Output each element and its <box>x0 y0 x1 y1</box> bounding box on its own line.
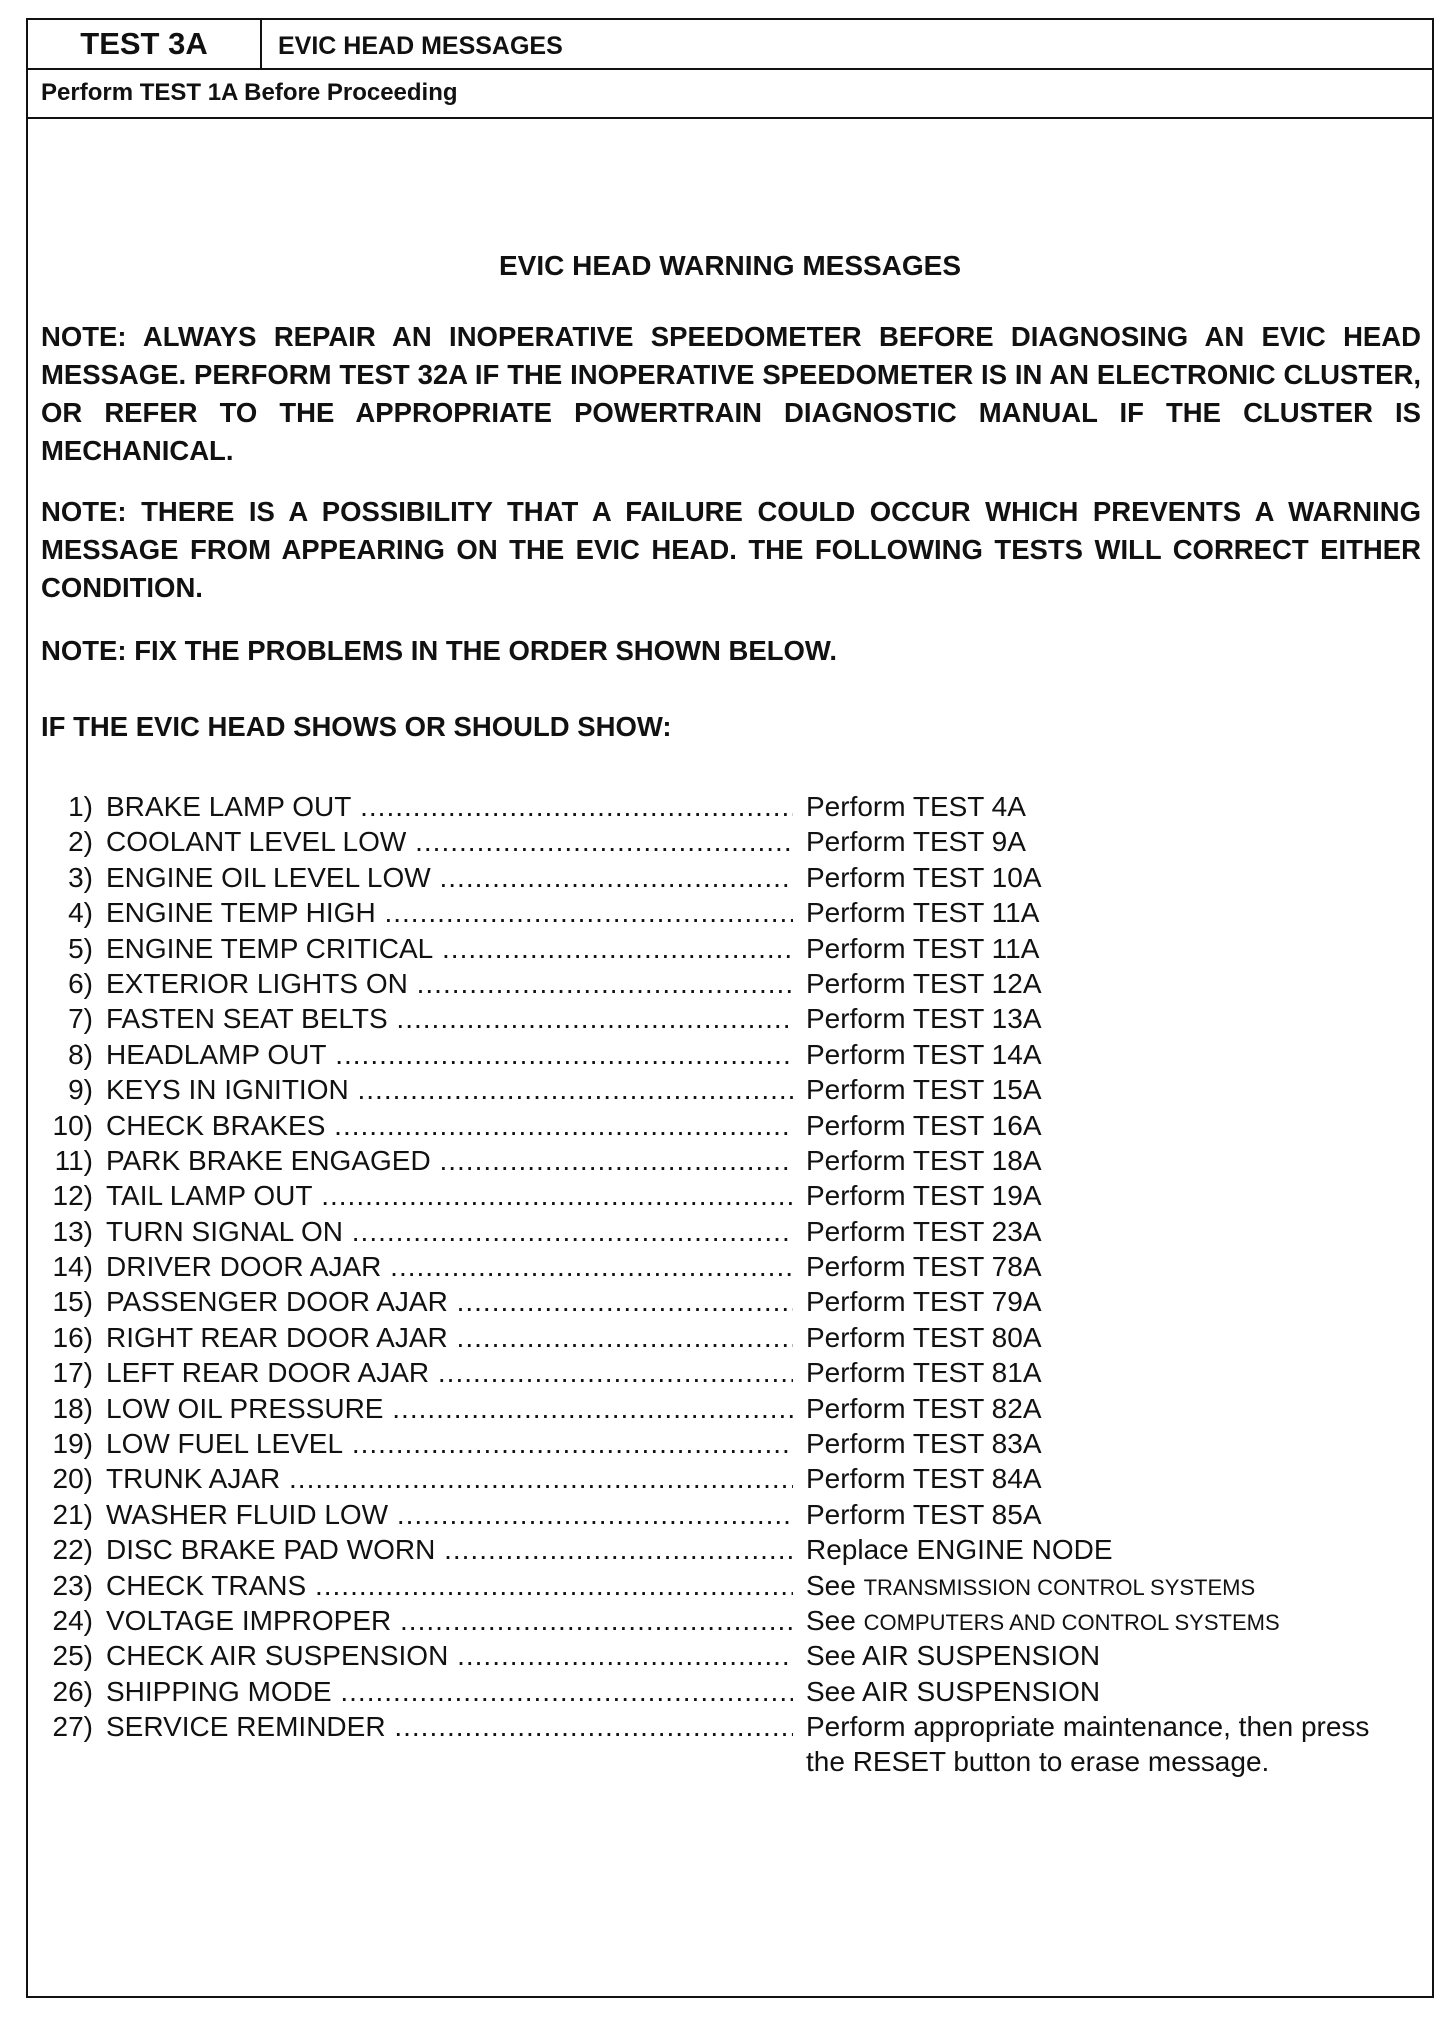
header-bar <box>28 20 1432 70</box>
item-message-text: KEYS IN IGNITION <box>106 1074 349 1106</box>
item-message-text: COOLANT LEVEL LOW <box>106 826 407 858</box>
item-action: Perform appropriate maintenance, then press the RESET button to erase message. <box>806 1711 1370 1778</box>
item-number: 25) <box>52 1640 93 1672</box>
item-message <box>93 966 793 1001</box>
item-message-text: ENGINE OIL LEVEL LOW <box>106 861 431 893</box>
list-item <box>41 1001 1426 1036</box>
item-action: Perform TEST 13A <box>806 1003 1042 1035</box>
item-action: Perform TEST 84A <box>806 1463 1042 1495</box>
list-item <box>41 1249 1426 1284</box>
list-item <box>41 1072 1426 1107</box>
list-item <box>41 1497 1426 1532</box>
item-message-text: WASHER FLUID LOW <box>106 1498 389 1530</box>
item-action: Perform TEST 81A <box>806 1357 1042 1389</box>
item-message <box>93 1214 793 1249</box>
item-number: 23) <box>52 1569 93 1601</box>
item-message <box>93 1178 793 1213</box>
item-action <box>793 1603 1280 1638</box>
item-message <box>93 1143 793 1178</box>
item-message-text: BRAKE LAMP OUT <box>106 791 352 822</box>
item-action-prefix: See <box>806 1569 856 1601</box>
list-intro: IF THE EVIC HEAD SHOWS OR SHOULD SHOW: <box>41 711 672 742</box>
section-heading: EVIC HEAD WARNING MESSAGES <box>498 250 962 281</box>
item-number: 5) <box>68 932 93 964</box>
item-number: 3) <box>68 861 93 893</box>
item-message-text: LOW OIL PRESSURE <box>106 1392 384 1424</box>
item-message <box>93 895 793 930</box>
item-action-prefix: See <box>806 1604 856 1636</box>
list-item <box>41 1355 1426 1390</box>
item-message-text: EXTERIOR LIGHTS ON <box>106 967 408 999</box>
item-action: Perform TEST 11A <box>806 932 1040 964</box>
list-item <box>41 1178 1426 1213</box>
item-number: 21) <box>52 1498 93 1530</box>
item-message <box>93 789 793 824</box>
item-number: 24) <box>52 1604 93 1636</box>
list-item <box>41 1461 1426 1496</box>
item-message <box>93 1426 793 1461</box>
item-number: 4) <box>68 897 93 929</box>
item-action: Perform TEST 80A <box>806 1321 1042 1353</box>
item-number: 2) <box>68 826 93 858</box>
list-item <box>41 1143 1426 1178</box>
item-number: 10) <box>52 1109 93 1141</box>
item-action-reference: COMPUTERS AND CONTROL SYSTEMS <box>863 1609 1280 1635</box>
note-failure: NOTE: THERE IS A POSSIBILITY THAT A FAILURE COULD OCCUR WHICH PREVENTS A WARNING MESSAGE FROM APPEARING ON THE EVIC HEAD. THE FOLLOWING TESTS WILL CORRECT EITHER CONDITION. <box>41 496 1421 603</box>
item-message <box>93 860 793 895</box>
item-message-text: TAIL LAMP OUT <box>106 1180 313 1212</box>
item-message-text: LOW FUEL LEVEL <box>106 1428 344 1460</box>
item-number: 9) <box>68 1074 93 1106</box>
item-action: Perform TEST 15A <box>806 1074 1042 1106</box>
item-number: 14) <box>52 1251 93 1283</box>
item-message <box>93 1709 793 1779</box>
item-action: Perform TEST 79A <box>806 1286 1042 1318</box>
item-action <box>793 1568 1255 1603</box>
item-number: 18) <box>52 1392 93 1424</box>
item-message-text: CHECK BRAKES <box>106 1109 326 1141</box>
list-item <box>41 895 1426 930</box>
item-message-text: CHECK TRANS <box>106 1569 307 1601</box>
list-item <box>41 1709 1426 1779</box>
item-message <box>93 1001 793 1036</box>
item-message-text: SERVICE REMINDER <box>106 1711 386 1743</box>
item-action-reference: TRANSMISSION CONTROL SYSTEMS <box>863 1574 1256 1600</box>
note-order: NOTE: FIX THE PROBLEMS IN THE ORDER SHOWN BELOW. <box>41 635 837 666</box>
item-number: 6) <box>68 967 93 999</box>
item-message-text: ENGINE TEMP CRITICAL <box>106 932 434 964</box>
item-message-text: TURN SIGNAL ON <box>106 1215 343 1247</box>
item-message <box>93 1497 793 1532</box>
item-action: Perform TEST 85A <box>806 1498 1042 1530</box>
item-message-text: DRIVER DOOR AJAR <box>106 1251 382 1283</box>
list-item <box>41 1532 1426 1567</box>
note-speedometer: NOTE: ALWAYS REPAIR AN INOPERATIVE SPEEDOMETER BEFORE DIAGNOSING AN EVIC HEAD MESSAGE. PERFORM TEST 32A IF THE INOPERATIVE SPEEDOMETER IS IN AN ELECTRONIC CLUSTER, OR REFER TO THE APPROPRIATE POWERTRAIN DIAGNOSTIC MANUAL IF THE CLUSTER IS MECHANICAL. <box>41 321 1421 466</box>
item-number: 1) <box>68 791 93 822</box>
list-item <box>41 1674 1426 1709</box>
item-action: Perform TEST 23A <box>806 1215 1042 1247</box>
item-message <box>93 931 793 966</box>
item-message-text: DISC BRAKE PAD WORN <box>106 1534 436 1566</box>
message-list <box>41 789 1426 1779</box>
item-number: 22) <box>52 1534 93 1566</box>
list-item <box>41 1320 1426 1355</box>
list-item <box>41 1284 1426 1319</box>
list-item <box>41 1391 1426 1426</box>
item-message <box>93 1108 793 1143</box>
item-message <box>93 1037 793 1072</box>
list-item <box>41 931 1426 966</box>
item-number: 17) <box>52 1357 93 1389</box>
item-action: Perform TEST 18A <box>806 1144 1042 1176</box>
item-action: See AIR SUSPENSION <box>806 1640 1101 1672</box>
list-item <box>41 1638 1426 1673</box>
item-message <box>93 1532 793 1567</box>
item-action: Perform TEST 14A <box>806 1038 1042 1070</box>
list-item <box>41 824 1426 859</box>
item-action: Replace ENGINE NODE <box>806 1534 1113 1566</box>
test-id: TEST 3A <box>28 20 262 68</box>
item-message <box>93 1249 793 1284</box>
item-message-text: HEADLAMP OUT <box>106 1038 327 1070</box>
item-action: Perform TEST 4A <box>806 791 1026 822</box>
item-message <box>93 1603 793 1638</box>
item-action: See AIR SUSPENSION <box>806 1675 1101 1707</box>
item-number: 15) <box>52 1286 93 1318</box>
item-message <box>93 824 793 859</box>
item-number: 26) <box>52 1675 93 1707</box>
list-item <box>41 1426 1426 1461</box>
item-message <box>93 1638 793 1673</box>
item-number: 12) <box>52 1180 93 1212</box>
item-action: Perform TEST 10A <box>806 861 1042 893</box>
item-action: Perform TEST 78A <box>806 1251 1042 1283</box>
list-item <box>41 1214 1426 1249</box>
item-number: 19) <box>52 1428 93 1460</box>
item-message <box>93 1391 793 1426</box>
item-message <box>93 1284 793 1319</box>
item-message-text: PASSENGER DOOR AJAR <box>106 1286 448 1318</box>
item-message-text: LEFT REAR DOOR AJAR <box>106 1357 430 1389</box>
document-frame <box>26 18 1434 1998</box>
item-message-text: PARK BRAKE ENGAGED <box>106 1144 431 1176</box>
item-message <box>93 1674 793 1709</box>
list-item <box>41 789 1426 824</box>
list-item <box>41 1568 1426 1603</box>
item-message-text: TRUNK AJAR <box>106 1463 281 1495</box>
item-message-text: SHIPPING MODE <box>106 1675 332 1707</box>
document-title: EVIC HEAD MESSAGES <box>278 32 563 60</box>
list-item <box>41 1037 1426 1072</box>
item-number: 16) <box>52 1321 93 1353</box>
item-message-text: CHECK AIR SUSPENSION <box>106 1640 449 1672</box>
item-number: 13) <box>52 1215 93 1247</box>
item-number: 7) <box>68 1003 93 1035</box>
item-message <box>93 1461 793 1496</box>
item-number: 27) <box>52 1711 93 1743</box>
item-number: 8) <box>68 1038 93 1070</box>
list-item <box>41 966 1426 1001</box>
item-message <box>93 1072 793 1107</box>
item-message-text: RIGHT REAR DOOR AJAR <box>106 1321 448 1353</box>
item-action: Perform TEST 19A <box>806 1180 1042 1212</box>
list-item <box>41 1603 1426 1638</box>
item-message-text: VOLTAGE IMPROPER <box>106 1604 392 1636</box>
item-message <box>93 1320 793 1355</box>
prerequisite-note: Perform TEST 1A Before Proceeding <box>28 70 1432 119</box>
item-action: Perform TEST 12A <box>806 967 1042 999</box>
item-number: 11) <box>54 1144 93 1176</box>
item-action: Perform TEST 16A <box>806 1109 1042 1141</box>
item-action: Perform TEST 11A <box>806 897 1040 929</box>
item-action: Perform TEST 83A <box>806 1428 1042 1460</box>
item-message-text: FASTEN SEAT BELTS <box>106 1003 388 1035</box>
list-item <box>41 860 1426 895</box>
item-number: 20) <box>52 1463 93 1495</box>
item-action: Perform TEST 82A <box>806 1392 1042 1424</box>
item-message <box>93 1355 793 1390</box>
item-message <box>93 1568 793 1603</box>
list-item <box>41 1108 1426 1143</box>
item-message-text: ENGINE TEMP HIGH <box>106 897 376 929</box>
item-action: Perform TEST 9A <box>806 826 1026 858</box>
